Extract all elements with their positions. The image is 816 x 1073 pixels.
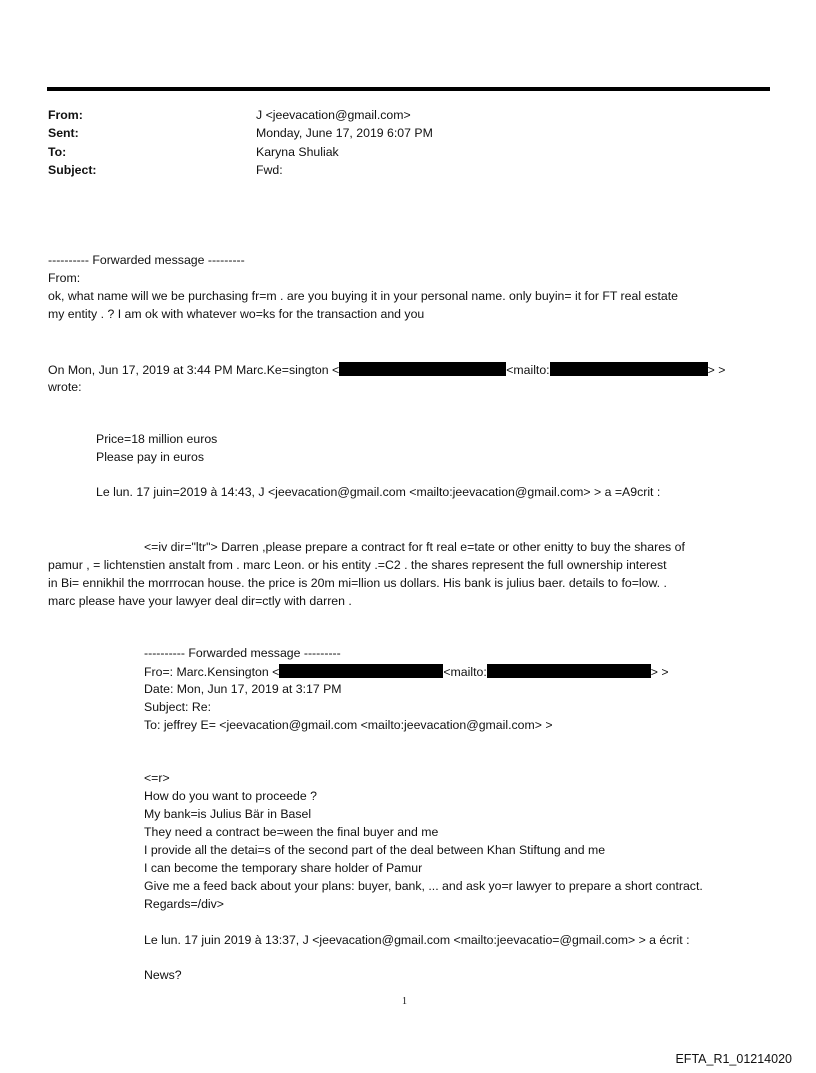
- sent-value: Monday, June 17, 2019 6:07 PM: [256, 126, 433, 140]
- quoted-attribution-2: Le lun. 17 juin 2019 à 13:37, J <jeevacation@gmail.com <mailto:jeevacatio=@gmail.com> > a écrit :: [144, 933, 690, 947]
- mailto-prefix: <mailto:: [443, 665, 487, 679]
- message-1-line-1: ok, what name will we be purchasing fr=m . are you buying it in your personal name. only buyin= it for FT real estate: [48, 289, 678, 303]
- sent-label: Sent:: [48, 126, 79, 140]
- quoted-attribution-1: Le lun. 17 juin=2019 à 14:43, J <jeevacation@gmail.com <mailto:jeevacation@gmail.com> > a =A9crit :: [96, 485, 661, 499]
- quoted-line-q6: Give me a feed back about your plans: buyer, bank, ... and ask yo=r lawyer to prepare a short contract.: [144, 879, 703, 893]
- reply-attribution: [48, 362, 725, 377]
- reply-attribution-text: On Mon, Jun 17, 2019 at 3:44 PM Marc.Ke=sington <: [48, 363, 340, 377]
- redaction-box: [487, 664, 651, 678]
- forwarded-from-1: From:: [48, 271, 81, 285]
- forwarded-divider-2: ---------- Forwarded message ---------: [144, 646, 341, 660]
- page-number: 1: [402, 996, 407, 1007]
- forwarded-date-2: Date: Mon, Jun 17, 2019 at 3:17 PM: [144, 682, 342, 696]
- from-value: J <jeevacation@gmail.com>: [256, 108, 411, 122]
- document-id: EFTA_R1_01214020: [675, 1052, 792, 1066]
- reply-attribution-wrote: wrote:: [48, 380, 82, 394]
- redaction-box: [550, 362, 708, 376]
- header-rule: [47, 87, 770, 91]
- redaction-box: [339, 362, 506, 376]
- br-tag-line: <=r>: [144, 771, 170, 785]
- quoted-body-line-4: marc please have your lawyer deal dir=ctly with darren .: [48, 594, 352, 608]
- quoted-body-line-2: pamur , = lichtenstien anstalt from . marc Leon. or his entity .=C2 . the shares represent the full ownership interest: [48, 558, 667, 572]
- quoted-body-line-3: in Bi= ennikhil the morrrocan house. the price is 20m mi=llion us dollars. His bank is julius baer. details to fo=low. .: [48, 576, 667, 590]
- quoted-line-q5: I can become the temporary share holder of Pamur: [144, 861, 423, 875]
- mailto-suffix: > >: [650, 665, 669, 679]
- price-line: Price=18 million euros: [96, 432, 218, 446]
- forwarded-from-2: [144, 664, 669, 679]
- quoted-line-q2: My bank=is Julius Bär in Basel: [144, 807, 312, 821]
- mailto-suffix: > >: [707, 363, 726, 377]
- quoted-line-q4: I provide all the detai=s of the second part of the deal between Khan Stiftung and me: [144, 843, 606, 857]
- to-value: Karyna Shuliak: [256, 145, 339, 159]
- forwarded-divider-1: ---------- Forwarded message ---------: [48, 253, 245, 267]
- mailto-prefix: <mailto:: [506, 363, 550, 377]
- redaction-box: [279, 664, 443, 678]
- forwarded-from-2-text: Fro=: Marc.Kensington <: [144, 665, 280, 679]
- from-label: From:: [48, 108, 83, 122]
- message-1-line-2: my entity . ? I am ok with whatever wo=ks for the transaction and you: [48, 307, 425, 321]
- subject-label: Subject:: [48, 163, 97, 177]
- news-line: News?: [144, 968, 182, 982]
- quoted-line-q1: How do you want to proceede ?: [144, 789, 317, 803]
- forwarded-subject-2: Subject: Re:: [144, 700, 211, 714]
- to-label: To:: [48, 145, 67, 159]
- quoted-body-line-1: <=iv dir="ltr"> Darren ,please prepare a contract for ft real e=tate or other enitty to buy the shares of: [144, 540, 685, 554]
- forwarded-to-2: To: jeffrey E= <jeevacation@gmail.com <mailto:jeevacation@gmail.com> >: [144, 718, 553, 732]
- quoted-line-q7: Regards=/div>: [144, 897, 224, 911]
- quoted-line-q3: They need a contract be=ween the final buyer and me: [144, 825, 439, 839]
- subject-value: Fwd:: [256, 163, 283, 177]
- pay-line: Please pay in euros: [96, 450, 205, 464]
